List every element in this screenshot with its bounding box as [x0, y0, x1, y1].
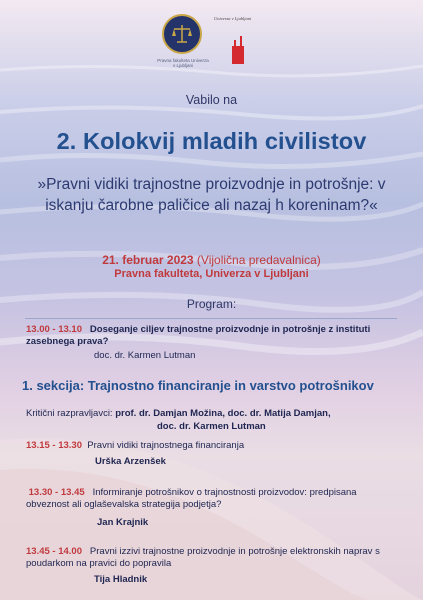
talk-speaker: Tija Hladnik — [94, 574, 148, 585]
event-subtitle: »Pravni vidiki trajnostne proizvodnje in potrošnje: v iskanju čarobne paličice ali nazaj h koreninam?« — [37, 176, 386, 214]
section-title: 1. sekcija: Trajnostno financiranje in varstvo potrošnikov — [22, 378, 374, 393]
panel-discussants — [26, 408, 406, 420]
panel-line-1: prof. dr. Damjan Možina, doc. dr. Matija Damjan, — [115, 408, 331, 419]
scales-icon — [170, 22, 194, 46]
program-heading: Program: — [186, 297, 237, 311]
panel-label: Kritični razpravljavci: — [26, 408, 113, 419]
event-venue: Pravna fakulteta, Univerza v Ljubljani — [114, 268, 309, 280]
divider — [25, 318, 397, 319]
talk-3 — [26, 546, 401, 570]
talk-2 — [26, 487, 401, 511]
date-room: (Vijolična predavalnica) — [193, 253, 321, 267]
talk-speaker: Urška Arzenšek — [95, 456, 166, 467]
opening-talk — [26, 324, 406, 348]
faculty-logo-caption: Pravna fakulteta Univerza v Ljubljani — [157, 58, 209, 68]
talk-speaker: Jan Krajnik — [97, 517, 149, 528]
talk-time: 13.30 - 13.45 — [28, 487, 85, 498]
panel-line-2: doc. dr. Karmen Lutman — [157, 421, 266, 432]
talk-1 — [26, 440, 406, 452]
talk-topic: Informiranje potrošnikov o trajnostnosti proizvodov: predpisana obveznost ali oglaševalska strategija podjetja? — [26, 487, 357, 510]
university-logo-caption: Univerza v Ljubljani — [214, 16, 252, 21]
page-title: 2. Kolokvij mladih civilistov — [56, 128, 367, 154]
invitation-text: Vabilo na — [185, 93, 238, 107]
talk-time: 13.00 - 13.10 — [26, 324, 82, 335]
university-logo-icon — [232, 34, 244, 64]
faculty-seal-logo — [162, 14, 202, 54]
talk-time: 13.15 - 13.30 — [26, 440, 82, 451]
event-date — [0, 253, 423, 267]
talk-topic: Pravni vidiki trajnostnega financiranja — [87, 440, 245, 451]
talk-speaker: doc. dr. Karmen Lutman — [94, 350, 196, 361]
talk-time: 13.45 - 14.00 — [26, 546, 82, 557]
date-main: 21. februar 2023 — [102, 253, 194, 267]
talk-topic: Doseganje ciljev trajnostne proizvodnje in potrošnje z instituti zasebnega prava? — [26, 324, 371, 347]
talk-topic: Pravni izzivi trajnostne proizvodnje in potrošnje elektronskih naprav s poudarkom na pravici do popravila — [26, 546, 380, 569]
